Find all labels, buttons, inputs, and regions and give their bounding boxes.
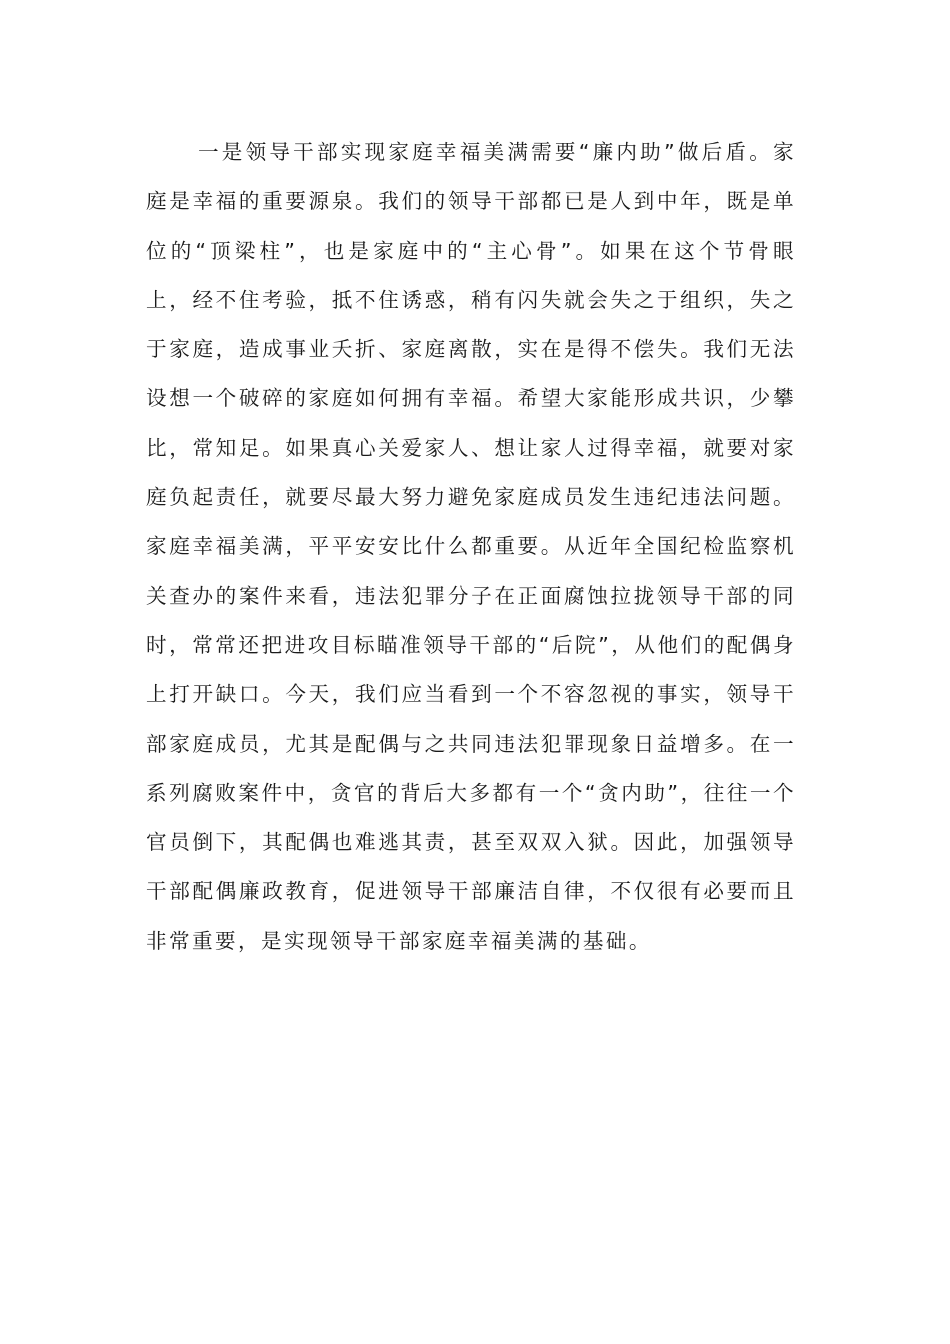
body-paragraph: 一是领导干部实现家庭幸福美满需要“廉内助”做后盾。家庭是幸福的重要源泉。我们的领导干部都已是人到中年，既是单位的“顶梁柱”，也是家庭中的“主心骨”。如果在这个节骨眼上，经不住考验，抵不住诱惑，稍有闪失就会失之于组织，失之于家庭，造成事业夭折、家庭离散，实在是得不偿失。我们无法设想一个破碎的家庭如何拥有幸福。希望大家能形成共识，少攀比，常知足。如果真心关爱家人、想让家人过得幸福，就要对家庭负起责任，就要尽最大努力避免家庭成员发生违纪违法问题。家庭幸福美满，平平安安比什么都重要。从近年全国纪检监察机关查办的案件来看，违法犯罪分子在正面腐蚀拉拢领导干部的同时，常常还把进攻目标瞄准领导干部的“后院”，从他们的配偶身上打开缺口。今天，我们应当看到一个不容忽视的事实，领导干部家庭成员，尤其是配偶与之共同违法犯罪现象日益增多。在一系列腐败案件中，贪官的背后大多都有一个“贪内助”，往往一个官员倒下，其配偶也难逃其责，甚至双双入狱。因此，加强领导干部配偶廉政教育，促进领导干部廉洁自律，不仅很有必要而且非常重要，是实现领导干部家庭幸福美满的基础。 xyxy=(146,140,796,953)
